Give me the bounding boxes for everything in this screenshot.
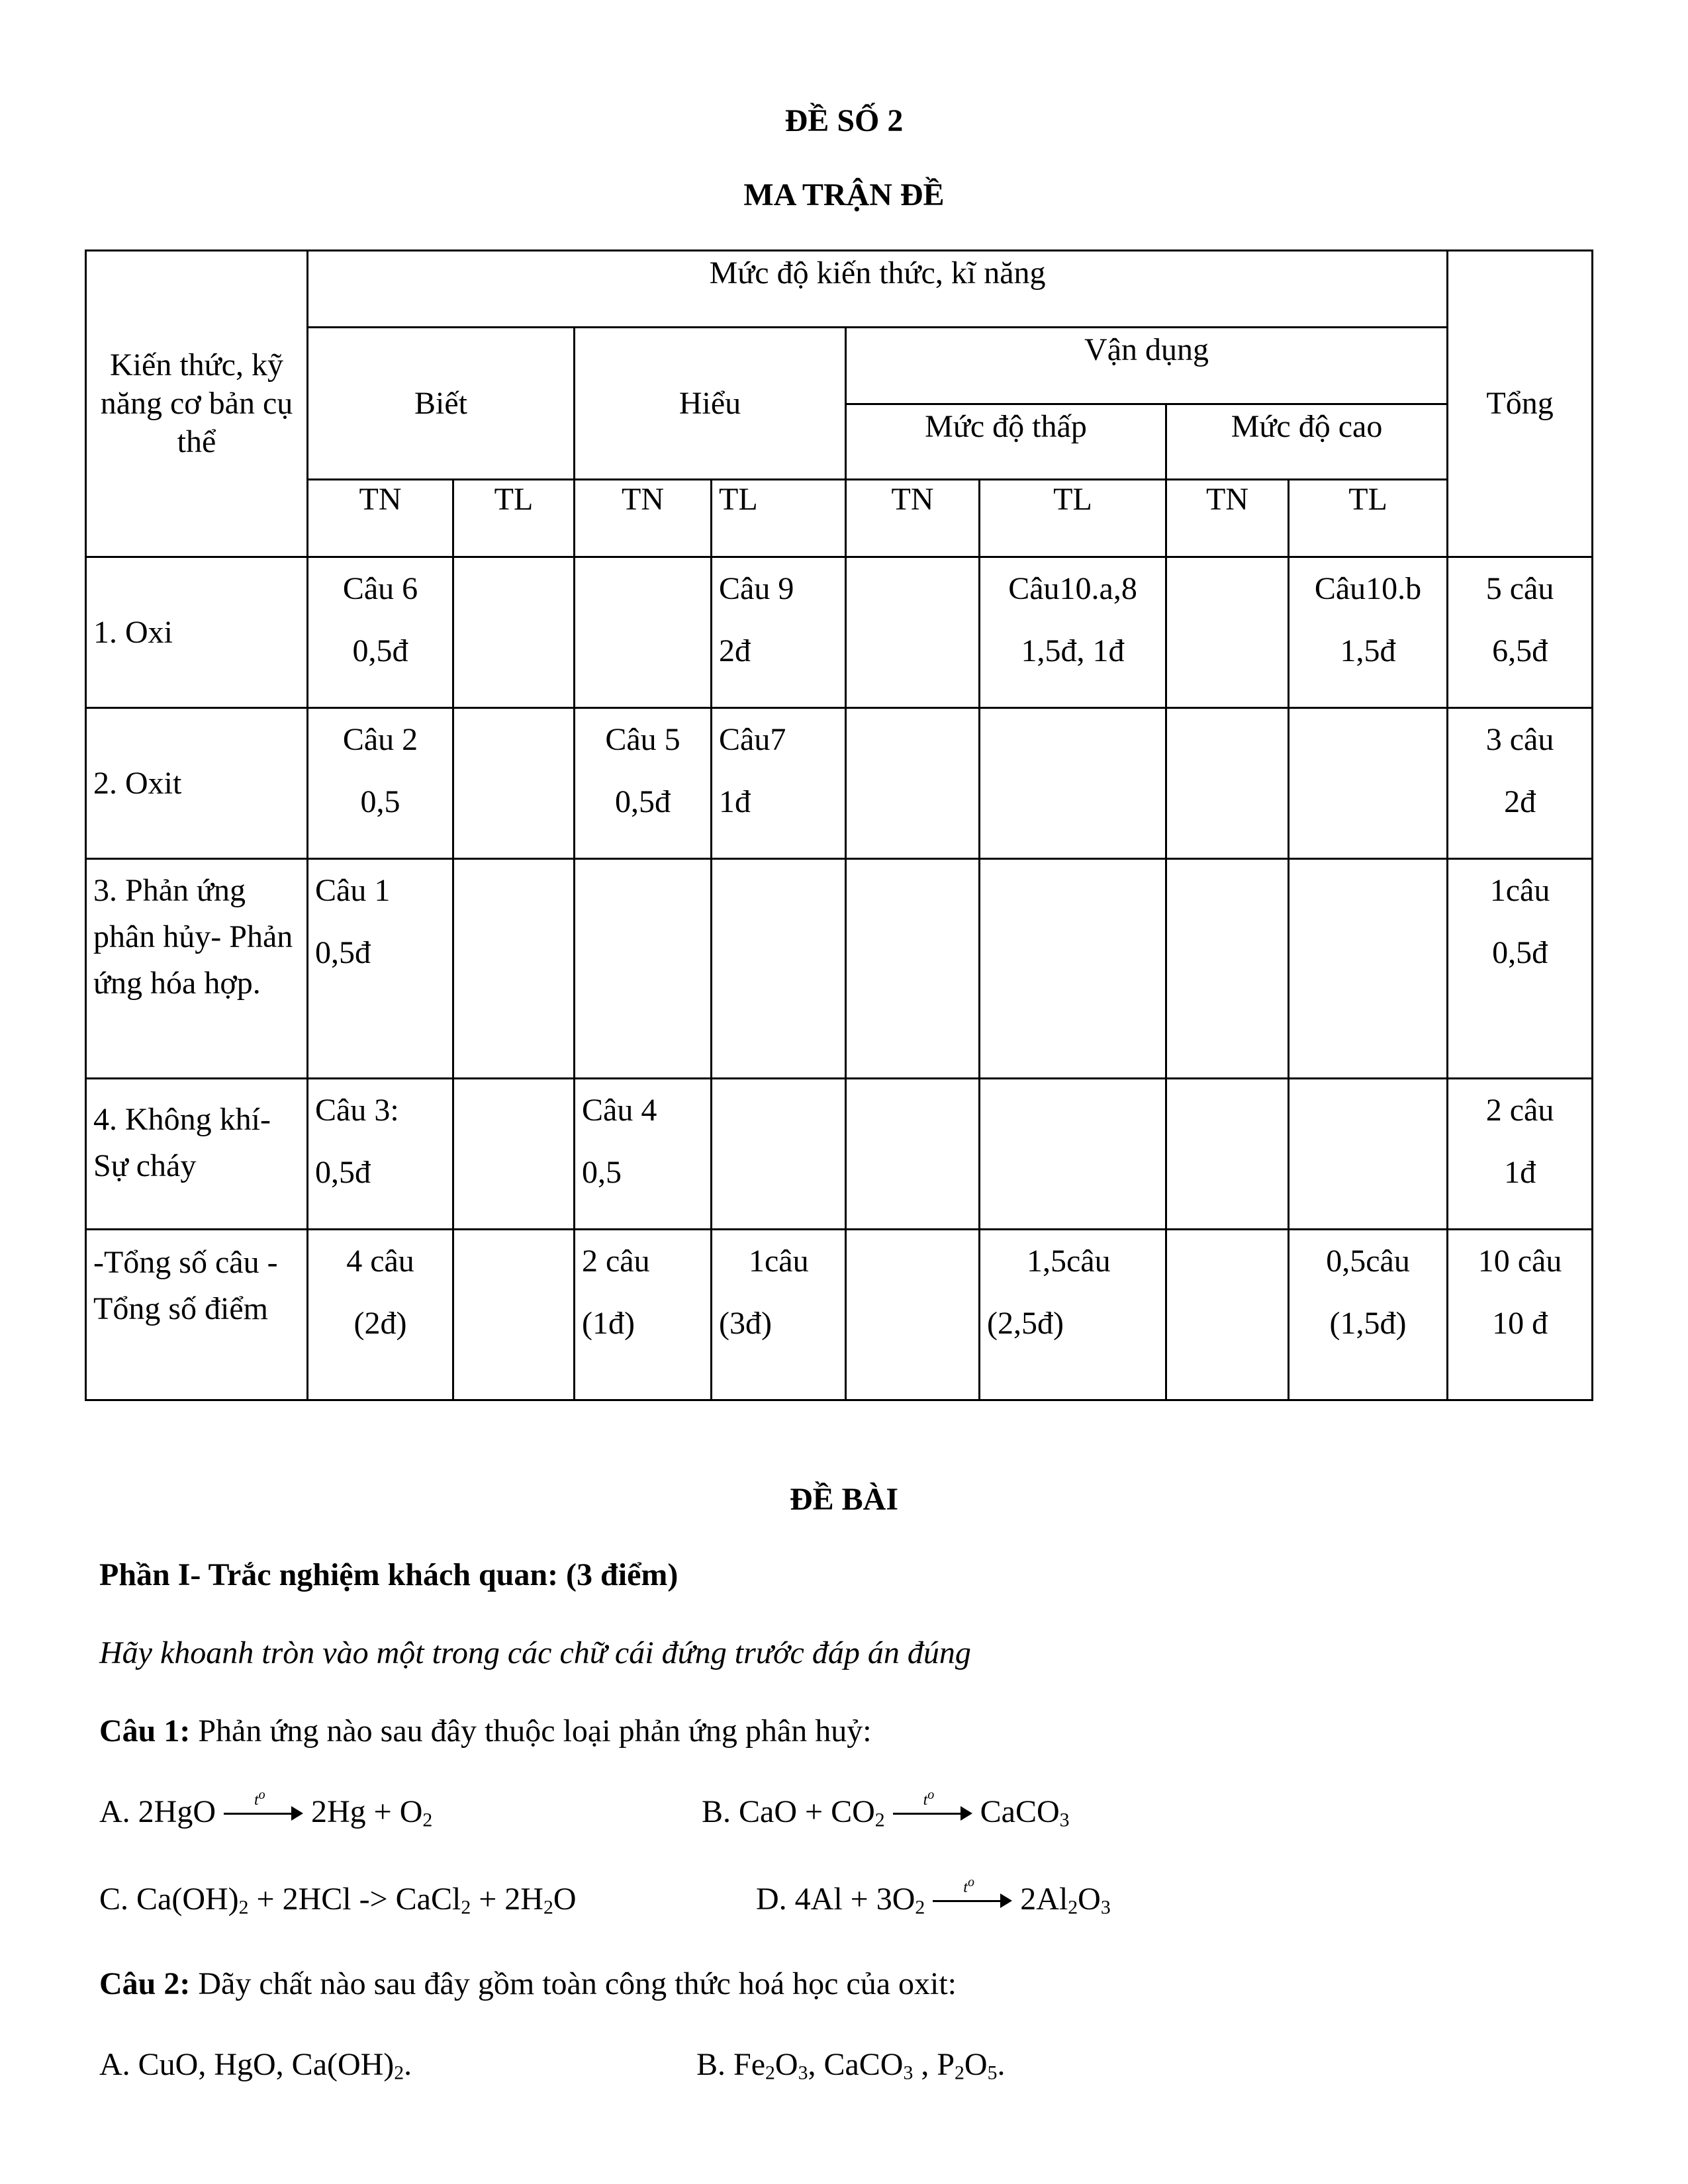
header-topic: Kiến thức, kỹ năng cơ bản cụ thể xyxy=(86,251,308,557)
exam-matrix-table xyxy=(85,250,1593,1401)
table-row xyxy=(86,708,1593,859)
cell-line: 0,5đ xyxy=(315,1155,371,1190)
cell-line: 10 đ xyxy=(1492,1306,1548,1341)
cell-line: Câu 6 xyxy=(342,571,418,606)
header-tn: TN xyxy=(1166,480,1289,557)
row-topic: -Tổng số câu -Tổng số điểm xyxy=(86,1230,308,1400)
cell-line: 2đ xyxy=(1504,784,1536,819)
cell-line: 2 câu xyxy=(1485,1093,1554,1128)
cell-line: 4 câu xyxy=(346,1244,414,1279)
option-d[interactable]: D. $4Al + 3O_2$ $t^o$ $2Al_2O_3$ xyxy=(756,1875,1111,1919)
cell-line: (2,5đ) xyxy=(987,1306,1064,1341)
header-tl: TL xyxy=(980,480,1166,557)
cell-line: Câu 3: xyxy=(315,1093,399,1128)
cell-line: 3 câu xyxy=(1485,722,1554,757)
header-tn: TN xyxy=(846,480,980,557)
cell-line: 0,5 xyxy=(582,1155,622,1190)
header-tn: TN xyxy=(308,480,453,557)
row-topic: 2. Oxit xyxy=(86,708,308,859)
cell-line: (2đ) xyxy=(353,1306,407,1341)
table-row xyxy=(86,859,1593,1079)
instruction: Hãy khoanh tròn vào một trong các chữ cái đứng trước đáp án đúng xyxy=(99,1635,971,1670)
arrow-icon: $t^o$ xyxy=(224,1798,303,1825)
cell-line: (3đ) xyxy=(719,1306,772,1341)
cell-line: 0,5câu xyxy=(1326,1244,1410,1279)
cell-line: Câu 9 xyxy=(719,571,794,606)
question-label: Câu 2: xyxy=(99,1966,191,2001)
cell-line: 1,5đ xyxy=(1340,633,1396,668)
cell-line: 2 câu xyxy=(582,1244,650,1279)
row-topic: 4. Không khí- Sự cháy xyxy=(86,1079,308,1230)
cell-line: 6,5đ xyxy=(1492,633,1548,668)
question-2 xyxy=(99,1966,957,2002)
question-label: Câu 1: xyxy=(99,1713,191,1749)
header-apply-low: Mức độ thấp xyxy=(846,404,1166,480)
cell-line: 0,5đ xyxy=(315,935,371,970)
header-understand: Hiểu xyxy=(575,328,846,480)
cell-line: Câu 1 xyxy=(315,873,391,908)
cell-line: 10 câu xyxy=(1477,1244,1562,1279)
cell-line: 5 câu xyxy=(1485,571,1554,606)
cell-line: Câu 4 xyxy=(582,1093,657,1128)
header-tl: TL xyxy=(712,480,846,557)
row-topic: 3. Phản ứng phân hủy- Phản ứng hóa hợp. xyxy=(86,859,308,1079)
option-c[interactable]: C. $Ca(OH)_2 + 2HCl$ -> CaCl$_2$ + $2H_2O$ xyxy=(99,1882,577,1919)
cell-line: 1câu xyxy=(1489,873,1550,908)
cell-line: 0,5 xyxy=(360,784,400,819)
header-tl: TL xyxy=(1289,480,1448,557)
cell-line: 0,5đ xyxy=(615,784,671,819)
header-levels: Mức độ kiến thức, kĩ năng xyxy=(308,251,1448,328)
header-know: Biết xyxy=(308,328,575,480)
cell-line: Câu7 xyxy=(719,722,786,757)
exam-title: ĐỀ BÀI xyxy=(789,1482,899,1517)
arrow-icon: $t^o$ xyxy=(933,1886,1012,1912)
header-apply-high: Mức độ cao xyxy=(1166,404,1448,480)
header-apply: Vận dụng xyxy=(846,328,1448,404)
table-row xyxy=(86,1230,1593,1400)
cell-line: 1đ xyxy=(719,784,751,819)
question-1 xyxy=(99,1713,872,1749)
header-tn: TN xyxy=(575,480,712,557)
arrow-icon: $t^o$ xyxy=(893,1798,972,1825)
cell-line: 1đ xyxy=(1504,1155,1536,1190)
cell-line: 0,5đ xyxy=(1492,935,1548,970)
cell-line: Câu 5 xyxy=(605,722,680,757)
option-a[interactable]: A. 2HgO $t^o$ $2Hg + O_2$ xyxy=(99,1788,433,1831)
option-b[interactable]: B. $Fe_2O_3$, CaCO$_3$ , $P_2O_5$. xyxy=(696,2047,1006,2084)
option-a[interactable]: A. CuO, HgO, $Ca(OH)_2$. xyxy=(99,2047,412,2084)
cell-line: 2đ xyxy=(719,633,751,668)
table-row xyxy=(86,557,1593,708)
cell-line: Câu10.a,8 xyxy=(1008,571,1137,606)
cell-line: (1đ) xyxy=(582,1306,635,1341)
exam-number: ĐỀ SỐ 2 xyxy=(784,103,904,138)
cell-line: 1,5câu xyxy=(1027,1244,1111,1279)
cell-line: 1câu xyxy=(749,1244,809,1279)
cell-line: (1,5đ) xyxy=(1329,1306,1407,1341)
cell-line: Câu 2 xyxy=(342,722,418,757)
table-row xyxy=(86,1079,1593,1230)
question-text: Dãy chất nào sau đây gồm toàn công thức hoá học của oxit: xyxy=(190,1966,957,2001)
question-text: Phản ứng nào sau đây thuộc loại phản ứng phân huỷ: xyxy=(190,1713,872,1749)
cell-line: 0,5đ xyxy=(352,633,408,668)
cell-line: Câu10.b xyxy=(1314,571,1422,606)
cell-line: 1,5đ, 1đ xyxy=(1021,633,1125,668)
part1-heading: Phần I- Trắc nghiệm khách quan: (3 điểm) xyxy=(99,1557,679,1592)
matrix-title: MA TRẬN ĐỀ xyxy=(743,177,945,212)
option-b[interactable]: B. CaO + $CO_2$ $t^o$ CaCO$_3$ xyxy=(702,1788,1070,1831)
header-total: Tổng xyxy=(1448,251,1593,557)
row-topic: 1. Oxi xyxy=(86,557,308,708)
header-tl: TL xyxy=(453,480,575,557)
